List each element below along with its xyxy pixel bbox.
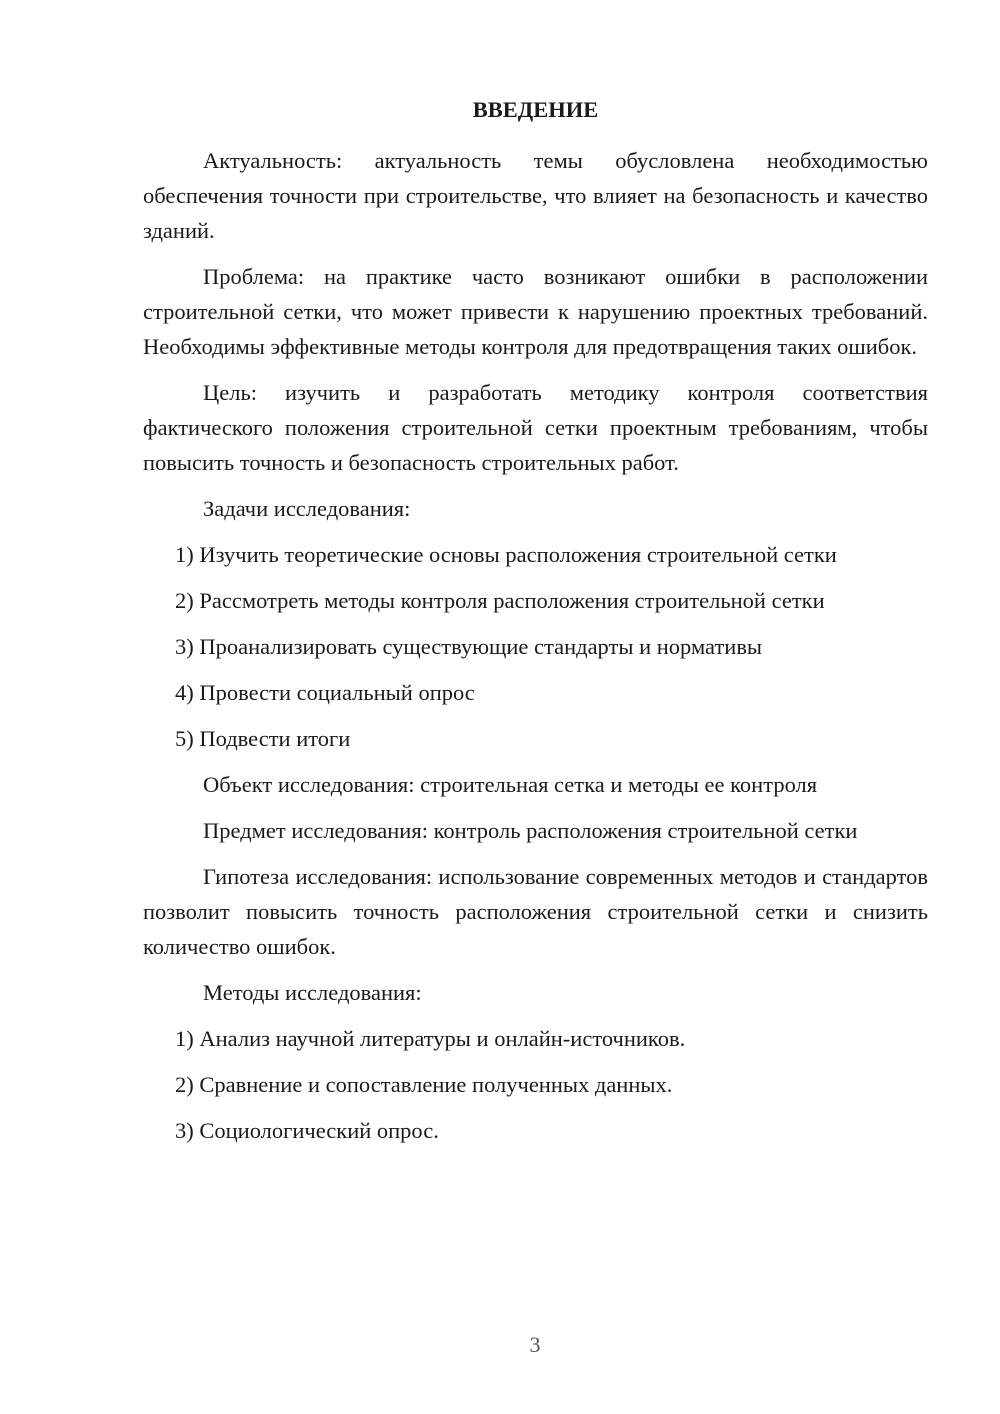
method-item: 1) Анализ научной литературы и онлайн-источников. [175, 1026, 686, 1051]
task-item: 5) Подвести итоги [175, 726, 351, 751]
task-item: 4) Провести социальный опрос [175, 680, 475, 705]
hypothesis-paragraph: Гипотеза исследования: использование современных методов и стандартов позволит повысить точность расположения строительной сетки и снизить количество ошибок. [143, 864, 928, 959]
page-number: 3 [529, 1332, 541, 1357]
tasks-heading: Задачи исследования: [203, 496, 411, 521]
subject-line: Предмет исследования: контроль расположения строительной сетки [203, 818, 858, 843]
page-content [143, 92, 928, 1159]
task-item: 2) Рассмотреть методы контроля расположения строительной сетки [175, 588, 825, 613]
goal-paragraph: Цель: изучить и разработать методику контроля соответствия фактического положения строительной сетки проектным требованиям, чтобы повысить точность и безопасность строительных работ. [143, 380, 928, 475]
task-item: 3) Проанализировать существующие стандарты и нормативы [175, 634, 763, 659]
methods-heading: Методы исследования: [203, 980, 422, 1005]
relevance-paragraph: Актуальность: актуальность темы обусловлена необходимостью обеспечения точности при строительстве, что влияет на безопасность и качество зданий. [143, 148, 928, 243]
method-item: 3) Социологический опрос. [175, 1118, 439, 1143]
object-line: Объект исследования: строительная сетка и методы ее контроля [203, 772, 818, 797]
page-title: ВВЕДЕНИЕ [472, 97, 599, 122]
problem-paragraph: Проблема: на практике часто возникают ошибки в расположении строительной сетки, что может привести к нарушению проектных требований. Необходимы эффективные методы контроля для предотвращения таких ошибок. [143, 264, 928, 359]
task-item: 1) Изучить теоретические основы расположения строительной сетки [175, 542, 837, 567]
method-item: 2) Сравнение и сопоставление полученных данных. [175, 1072, 673, 1097]
